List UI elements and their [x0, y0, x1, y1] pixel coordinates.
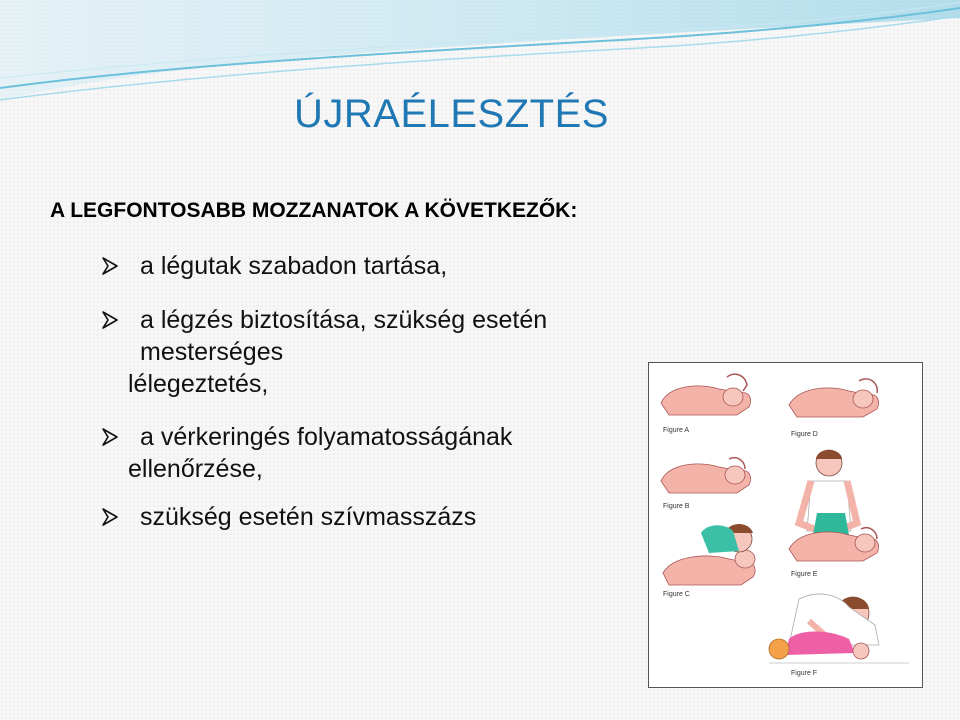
rescuer-drawing — [799, 450, 857, 535]
figure-b-drawing — [661, 458, 751, 493]
bullet-item — [100, 421, 660, 485]
figure-f-drawing — [769, 594, 909, 663]
arrow-bullet-icon — [100, 310, 120, 330]
cpr-figures-drawing — [649, 363, 921, 686]
cpr-illustration — [648, 362, 923, 688]
bullet-list — [100, 250, 660, 533]
figure-c-label: Figure C — [663, 591, 690, 598]
bullet-text-continued: ellenőrzése, — [128, 455, 263, 483]
arrow-bullet-icon — [100, 507, 120, 527]
figure-f-label: Figure F — [791, 670, 818, 677]
figure-b-label: Figure B — [663, 503, 690, 510]
bullet-item — [100, 304, 660, 400]
slide-subtitle: A LEGFONTOSABB MOZZANATOK A KÖVETKEZŐK: — [50, 199, 578, 222]
bullet-text: a légutak szabadon tartása, — [140, 252, 448, 280]
figure-d-drawing — [789, 379, 879, 417]
figure-d-label: Figure D — [791, 431, 818, 438]
figure-e-label: Figure E — [791, 571, 818, 578]
bullet-item — [100, 250, 660, 282]
figure-e-drawing — [789, 528, 879, 561]
slide-title: ÚJRAÉLESZTÉS — [294, 92, 609, 136]
bullet-item — [100, 501, 660, 533]
bullet-text: szükség esetén szívmasszázs — [140, 503, 477, 531]
bullet-text-continued: lélegeztetés, — [128, 370, 269, 398]
arrow-bullet-icon — [100, 256, 120, 276]
figure-a-label: Figure A — [663, 427, 690, 434]
figure-c-drawing — [663, 524, 755, 585]
bullet-text: a légzés biztosítása, szükség esetén mesterséges — [140, 306, 548, 366]
figure-a-drawing — [661, 374, 751, 415]
arrow-bullet-icon — [100, 427, 120, 447]
bullet-text: a vérkeringés folyamatosságának — [140, 423, 513, 451]
